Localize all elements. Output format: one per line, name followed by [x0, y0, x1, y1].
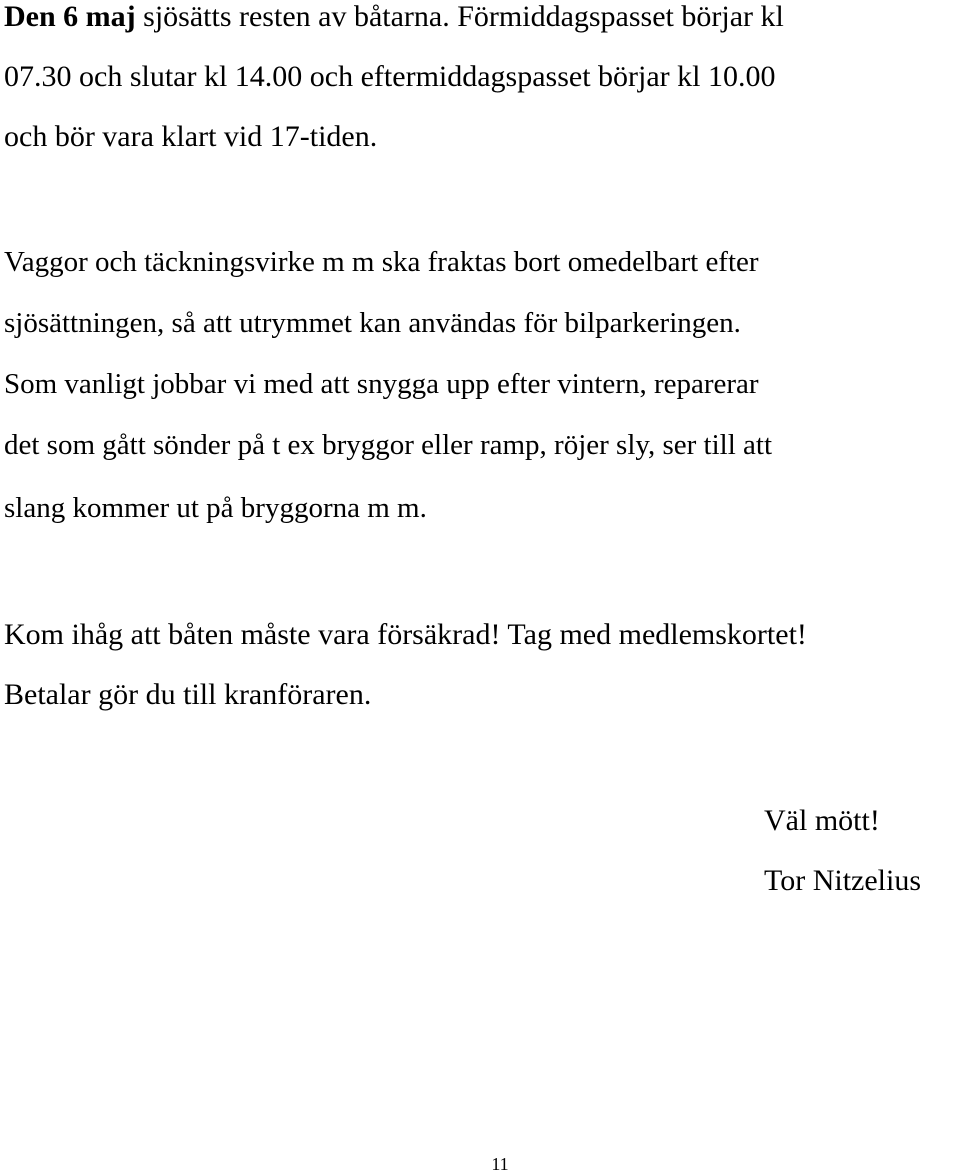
page-number: 11	[491, 1154, 509, 1174]
paragraph2-line-1: Vaggor och täckningsvirke m m ska fraktas bort omedelbart efter	[4, 246, 759, 278]
signature-greeting: Väl mött!	[764, 804, 880, 837]
paragraph3-line-2: Betalar gör du till kranföraren.	[4, 678, 372, 711]
paragraph1-line-1	[4, 2, 784, 32]
paragraph2-line-4: det som gått sönder på t ex bryggor eller ramp, röjer sly, ser till att	[4, 429, 773, 461]
paragraph2-line-5: slang kommer ut på bryggorna m m.	[4, 492, 427, 524]
paragraph2-line-2: sjösättningen, så att utrymmet kan användas för bilparkeringen.	[4, 307, 741, 339]
paragraph1-line-1-rest: sjösätts resten av båtarna. Förmiddagspasset börjar kl	[135, 0, 784, 33]
paragraph2-line-3: Som vanligt jobbar vi med att snygga upp efter vintern, reparerar	[4, 368, 759, 400]
paragraph1-line-3: och bör vara klart vid 17-tiden.	[4, 120, 378, 153]
paragraph1-lead: Den 6 maj	[4, 0, 136, 33]
signature-name: Tor Nitzelius	[764, 864, 922, 897]
paragraph3-line-1: Kom ihåg att båten måste vara försäkrad! Tag med medlemskortet!	[4, 618, 807, 651]
paragraph1-line-2: 07.30 och slutar kl 14.00 och eftermiddagspasset börjar kl 10.00	[4, 60, 776, 93]
